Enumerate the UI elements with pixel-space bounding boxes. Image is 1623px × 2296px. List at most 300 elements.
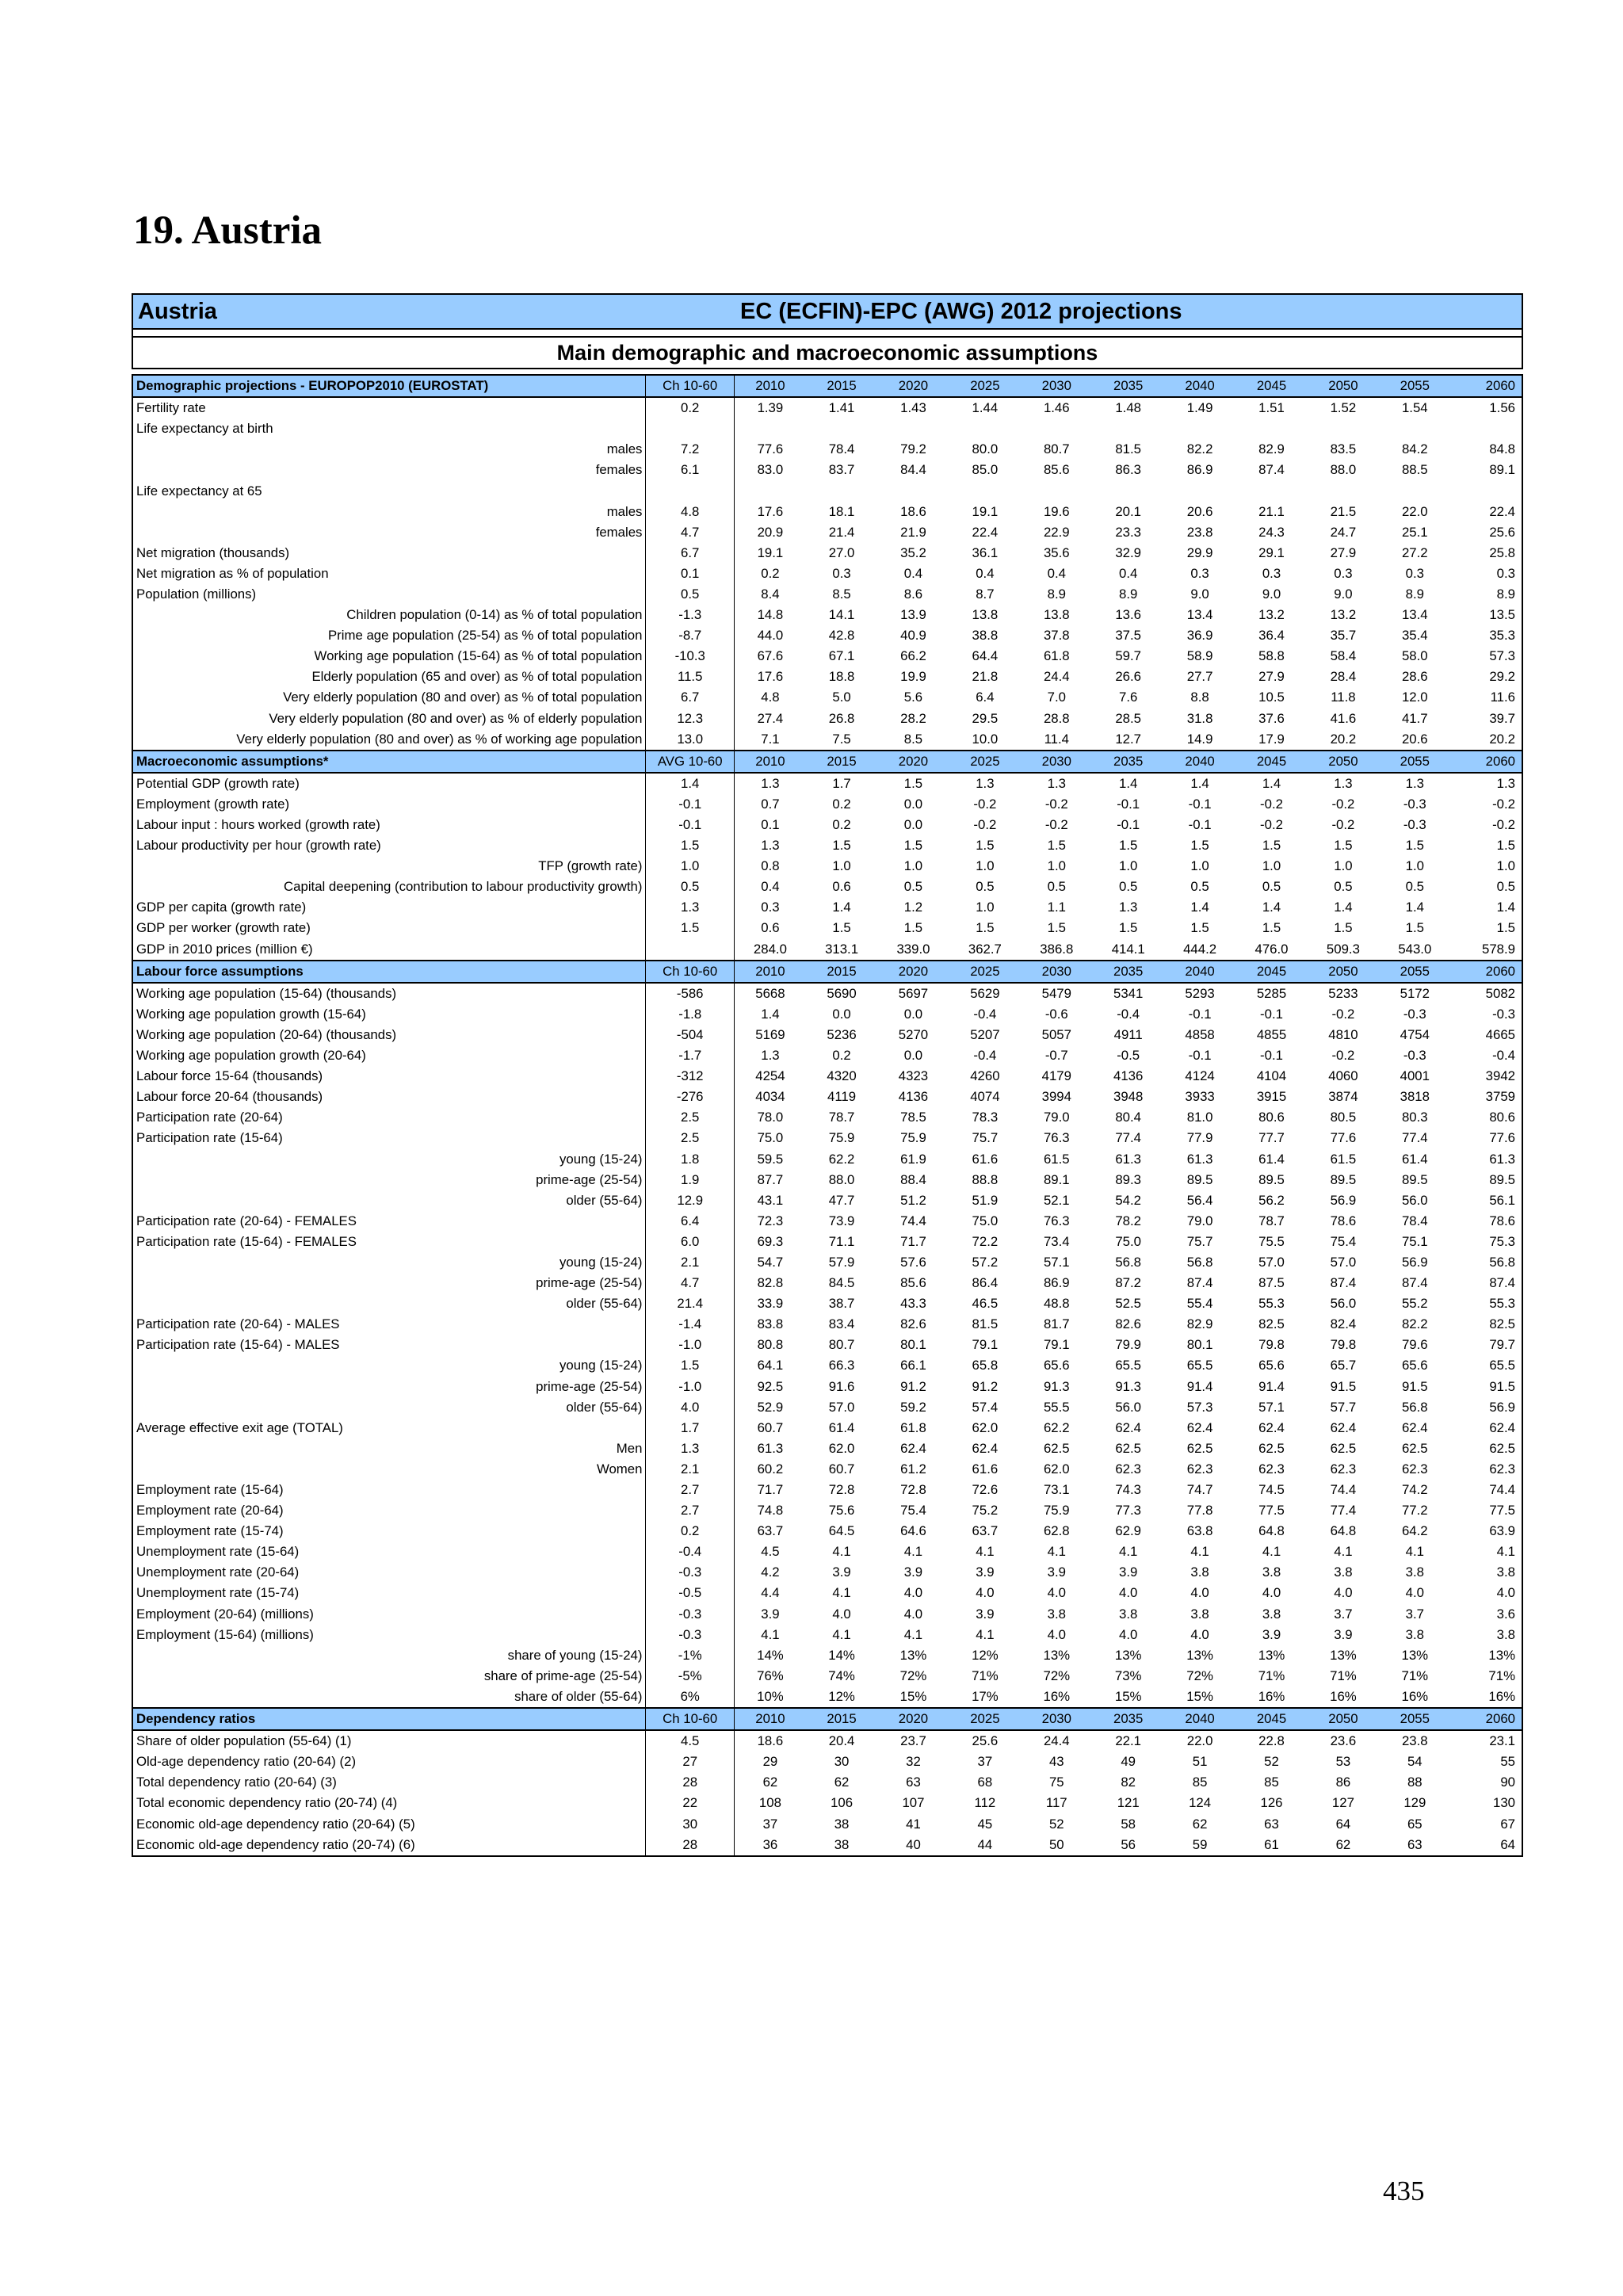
value-cell: 3.7 [1405, 1606, 1424, 1622]
table-row [132, 1252, 1522, 1273]
value-cell: 72.6 [972, 1482, 999, 1498]
value-cell: 8.9 [1119, 586, 1138, 602]
value-cell: 37 [762, 1816, 778, 1832]
value-cell: 65.5 [1186, 1358, 1213, 1373]
section-title: Demographic projections - EUROPOP2010 (EUROSTAT) [132, 375, 646, 397]
value-cell: 11.4 [1044, 731, 1069, 747]
row-label: Unemployment rate (20-64) [136, 1564, 300, 1580]
year-header-cell: 2055 [1379, 1708, 1450, 1730]
value-cell: 5.0 [832, 690, 851, 705]
value-cell: 8.7 [976, 586, 995, 602]
value-cell: 90 [1500, 1775, 1515, 1790]
value-cell: 4.1 [832, 1544, 851, 1560]
value-cell: 5285 [1256, 985, 1287, 1001]
value-cell: 4.1 [1334, 1544, 1353, 1560]
value-cell: -0.5 [1117, 1048, 1140, 1064]
year-header-cell: 2035 [1092, 1708, 1163, 1730]
row-label: Employment rate (20-64) [136, 1503, 284, 1519]
year-header-cell: 2025 [949, 375, 1021, 397]
row-label: Net migration as % of population [136, 565, 329, 581]
value-cell: 73.4 [1043, 1233, 1070, 1249]
value-cell: 62.4 [1401, 1419, 1428, 1435]
table-row [132, 646, 1522, 667]
row-label: males [606, 503, 643, 519]
value-cell: 13% [1401, 1647, 1429, 1663]
value-cell: 17.6 [757, 503, 784, 519]
value-cell: 4754 [1400, 1026, 1430, 1042]
value-cell: 82.2 [1186, 441, 1213, 457]
value-cell: 56.8 [1115, 1254, 1142, 1270]
value-cell: 85.0 [972, 462, 999, 478]
value-cell: 75.0 [1115, 1233, 1142, 1249]
table-row [132, 439, 1522, 460]
year-header-cell: 2045 [1235, 1708, 1307, 1730]
value-cell: 79.8 [1258, 1337, 1285, 1353]
value-cell: 27.4 [757, 710, 784, 726]
value-cell: 9.0 [1262, 586, 1281, 602]
value-cell: 1.4 [761, 1006, 780, 1022]
value-cell: 7.1 [761, 731, 780, 747]
year-header-cell: 2025 [949, 751, 1021, 773]
value-cell: 4.0 [903, 1585, 923, 1601]
table-row [132, 1521, 1522, 1541]
value-cell: 28.4 [1330, 669, 1357, 685]
value-cell: 82.2 [1401, 1316, 1428, 1332]
value-cell: 8.4 [761, 586, 780, 602]
value-cell: 43.3 [900, 1296, 926, 1312]
value-cell: 4.0 [1047, 1626, 1066, 1642]
value-cell: 9.0 [1334, 586, 1353, 602]
value-cell: 75.5 [1258, 1233, 1285, 1249]
value-cell: 1.52 [1330, 400, 1357, 416]
value-cell: 82.5 [1489, 1316, 1515, 1332]
value-cell: 75.6 [828, 1503, 855, 1519]
change-cell: 2.1 [646, 1252, 735, 1273]
change-cell: 6.7 [646, 687, 735, 708]
value-cell: 87.5 [1258, 1275, 1285, 1291]
value-cell: 0.0 [903, 817, 923, 833]
value-cell: 4.1 [903, 1626, 923, 1642]
value-cell: 4858 [1185, 1026, 1215, 1042]
row-label: Total economic dependency ratio (20-74) (4) [136, 1795, 398, 1811]
value-cell: 85.6 [900, 1275, 926, 1291]
value-cell: 1.5 [1496, 838, 1515, 854]
value-cell [734, 480, 805, 501]
change-cell: 4.8 [646, 502, 735, 522]
change-cell [646, 480, 735, 501]
value-cell: 56.9 [1330, 1192, 1357, 1208]
value-cell: 38.7 [828, 1296, 855, 1312]
value-cell: 4.1 [1190, 1544, 1209, 1560]
change-cell: 12.3 [646, 709, 735, 729]
change-cell: -1.0 [646, 1335, 735, 1355]
row-label: Net migration (thousands) [136, 544, 290, 560]
value-cell: 1.0 [1047, 858, 1066, 874]
value-cell: 77.2 [1401, 1503, 1428, 1519]
change-cell: 0.5 [646, 584, 735, 605]
value-cell: 67.6 [757, 648, 784, 664]
value-cell: 75.9 [900, 1130, 926, 1146]
value-cell [1308, 480, 1379, 501]
value-cell: 57.2 [972, 1254, 999, 1270]
value-cell: -0.2 [1260, 796, 1283, 812]
value-cell: 13% [1330, 1647, 1357, 1663]
value-cell: 21.1 [1258, 503, 1285, 519]
section-header-row [132, 751, 1522, 773]
value-cell: 0.0 [832, 1006, 851, 1022]
value-cell: 65.5 [1489, 1358, 1515, 1373]
value-cell: 62.5 [1186, 1440, 1213, 1456]
value-cell: 25.1 [1401, 524, 1428, 540]
change-cell: 4.7 [646, 522, 735, 543]
value-cell: 124 [1189, 1795, 1212, 1811]
value-cell: 29.2 [1489, 669, 1515, 685]
value-cell: 56.9 [1401, 1254, 1428, 1270]
value-cell: 19.1 [972, 503, 999, 519]
row-label: Working age population (15-64) as % of total population [314, 648, 643, 664]
value-cell: -0.2 [1331, 796, 1355, 812]
value-cell: 51 [1192, 1754, 1208, 1770]
value-cell: 129 [1403, 1795, 1426, 1811]
banner-country: Austria [138, 298, 217, 324]
value-cell: 77.9 [1186, 1130, 1213, 1146]
table-row [132, 1190, 1522, 1211]
value-cell: 0.4 [976, 565, 995, 581]
value-cell: 13.8 [1043, 607, 1070, 623]
row-label: Employment (growth rate) [136, 796, 290, 812]
value-cell: 9.0 [1190, 586, 1209, 602]
value-cell: 0.2 [761, 565, 780, 581]
value-cell: 578.9 [1482, 941, 1515, 957]
value-cell: 56.8 [1401, 1399, 1428, 1415]
value-cell: 16% [1401, 1688, 1429, 1704]
value-cell: 77.4 [1115, 1130, 1142, 1146]
value-cell: 64.6 [900, 1523, 926, 1539]
row-label: Unemployment rate (15-64) [136, 1544, 300, 1560]
value-cell: 0.3 [1334, 565, 1353, 581]
value-cell: 78.6 [1489, 1213, 1515, 1228]
value-cell: 130 [1493, 1795, 1515, 1811]
value-cell: 4.1 [761, 1626, 780, 1642]
value-cell: -0.3 [1403, 796, 1426, 812]
table-body [132, 375, 1522, 1856]
value-cell: 4855 [1256, 1026, 1287, 1042]
value-cell: 88.0 [1330, 462, 1357, 478]
value-cell: 3.8 [1496, 1564, 1515, 1580]
value-cell: 3.6 [1496, 1606, 1515, 1622]
value-cell: 13.8 [972, 607, 999, 623]
value-cell: 64.2 [1401, 1523, 1428, 1539]
value-cell: 62.4 [1489, 1419, 1515, 1435]
value-cell: 10.0 [972, 731, 999, 747]
row-label: prime-age (25-54) [536, 1171, 643, 1187]
value-cell: 1.5 [903, 920, 923, 936]
value-cell: 77.5 [1258, 1503, 1285, 1519]
value-cell: 4.0 [1262, 1585, 1281, 1601]
value-cell: 57.0 [1330, 1254, 1357, 1270]
value-cell: 38.8 [972, 628, 999, 644]
change-cell: 13.0 [646, 729, 735, 751]
row-label: Labour productivity per hour (growth rate) [136, 838, 381, 854]
value-cell: 16% [1330, 1688, 1357, 1704]
value-cell: 21.8 [972, 669, 999, 685]
value-cell: 20.2 [1489, 731, 1515, 747]
value-cell: 13% [899, 1647, 927, 1663]
value-cell: 62.4 [1258, 1419, 1285, 1435]
change-cell: -1.3 [646, 605, 735, 625]
year-header-cell: 2050 [1308, 751, 1379, 773]
value-cell: 107 [902, 1795, 925, 1811]
value-cell: -0.2 [1260, 817, 1283, 833]
table-row [132, 1025, 1522, 1045]
value-cell: 4.0 [832, 1606, 851, 1622]
row-label: Employment (15-64) (millions) [136, 1626, 314, 1642]
value-cell: 1.0 [1262, 858, 1281, 874]
row-label: Population (millions) [136, 586, 257, 602]
value-cell: 57.4 [972, 1399, 999, 1415]
value-cell: 3.8 [1190, 1564, 1209, 1580]
year-header-cell: 2055 [1379, 961, 1450, 983]
value-cell: 29.5 [972, 710, 999, 726]
change-cell: -276 [646, 1087, 735, 1107]
value-cell: 91.3 [1115, 1378, 1142, 1394]
value-cell: 77.4 [1330, 1503, 1357, 1519]
value-cell: 87.4 [1489, 1275, 1515, 1291]
value-cell: 10% [757, 1688, 784, 1704]
table-row [132, 1625, 1522, 1645]
value-cell: 4323 [898, 1068, 929, 1084]
value-cell [949, 418, 1021, 439]
value-cell: 80.4 [1115, 1110, 1142, 1125]
value-cell: 1.5 [1405, 838, 1424, 854]
value-cell: 1.3 [1119, 900, 1138, 915]
value-cell: 88.4 [900, 1171, 926, 1187]
table-row [132, 1687, 1522, 1708]
year-header-cell: 2020 [877, 375, 949, 397]
value-cell: -0.1 [1188, 817, 1212, 833]
row-label: Working age population (20-64) (thousands) [136, 1026, 397, 1042]
value-cell: 24.4 [1043, 669, 1070, 685]
value-cell: 80.7 [1043, 441, 1070, 457]
value-cell: 56.0 [1401, 1192, 1428, 1208]
change-cell: 1.5 [646, 835, 735, 856]
value-cell: 26.6 [1115, 669, 1142, 685]
value-cell: 23.7 [900, 1733, 926, 1749]
value-cell: 78.3 [972, 1110, 999, 1125]
value-cell: 61.5 [1330, 1151, 1357, 1167]
table-row [132, 1314, 1522, 1335]
value-cell: 65.6 [1401, 1358, 1428, 1373]
value-cell: 17% [972, 1688, 999, 1704]
value-cell: 17.6 [757, 669, 784, 685]
value-cell: 29 [762, 1754, 778, 1770]
value-cell: 1.41 [828, 400, 855, 416]
value-cell: 3818 [1400, 1089, 1430, 1105]
change-cell: 7.2 [646, 439, 735, 460]
row-label: Participation rate (15-64) - FEMALES [136, 1233, 357, 1249]
value-cell: 56.2 [1258, 1192, 1285, 1208]
value-cell: -0.7 [1044, 1048, 1068, 1064]
value-cell: 87.7 [757, 1171, 784, 1187]
value-cell: 0.3 [1262, 565, 1281, 581]
value-cell: 36 [762, 1836, 778, 1852]
chapter-title: 19. Austria [133, 208, 323, 253]
value-cell: 5236 [827, 1026, 857, 1042]
value-cell: 73.9 [828, 1213, 855, 1228]
value-cell: 18.6 [757, 1733, 784, 1749]
value-cell: 72% [1043, 1668, 1071, 1683]
year-header-cell: 2050 [1308, 1708, 1379, 1730]
value-cell: 23.6 [1330, 1733, 1357, 1749]
value-cell: 51.2 [900, 1192, 926, 1208]
value-cell: 63 [1407, 1836, 1423, 1852]
value-cell: 1.0 [832, 858, 851, 874]
value-cell: 55.5 [1043, 1399, 1070, 1415]
change-cell: 6.1 [646, 460, 735, 480]
change-cell: 0.5 [646, 877, 735, 897]
change-column-header: Ch 10-60 [646, 1708, 735, 1730]
value-cell: 65.6 [1258, 1358, 1285, 1373]
value-cell: 75.4 [900, 1503, 926, 1519]
value-cell: 77.6 [1330, 1130, 1357, 1146]
row-label: Very elderly population (80 and over) as % of working age population [236, 731, 643, 747]
value-cell: 64.5 [828, 1523, 855, 1539]
value-cell: 88.0 [828, 1171, 855, 1187]
year-header-cell: 2060 [1451, 1708, 1522, 1730]
value-cell: 62.4 [1330, 1419, 1357, 1435]
year-header-cell: 2020 [877, 961, 949, 983]
value-cell: 24.3 [1258, 524, 1285, 540]
value-cell: 6.4 [976, 690, 995, 705]
change-cell: 6.4 [646, 1211, 735, 1232]
value-cell: 20.4 [828, 1733, 855, 1749]
value-cell: 43 [1048, 1754, 1064, 1770]
value-cell: 4.1 [832, 1626, 851, 1642]
value-cell: 4.1 [903, 1544, 923, 1560]
change-cell: 0.1 [646, 563, 735, 584]
value-cell: -0.3 [1492, 1006, 1515, 1022]
value-cell: 4136 [1113, 1068, 1144, 1084]
value-cell: 29.1 [1258, 544, 1285, 560]
change-cell: 11.5 [646, 667, 735, 687]
row-label: Prime age population (25-54) as % of total population [327, 628, 643, 644]
value-cell: 4.5 [761, 1544, 780, 1560]
value-cell: 25.6 [972, 1733, 999, 1749]
row-label: GDP in 2010 prices (million €) [136, 941, 313, 957]
value-cell: 3.9 [761, 1606, 780, 1622]
value-cell: 4104 [1256, 1068, 1287, 1084]
value-cell: 53 [1335, 1754, 1351, 1770]
year-header-cell: 2015 [806, 961, 877, 983]
value-cell: 15% [1114, 1688, 1142, 1704]
value-cell: 78.7 [1258, 1213, 1285, 1228]
value-cell: 56.0 [1115, 1399, 1142, 1415]
row-label: Participation rate (20-64) - FEMALES [136, 1213, 357, 1228]
value-cell: 1.56 [1489, 400, 1515, 416]
value-cell: 74.4 [1489, 1482, 1515, 1498]
row-label: older (55-64) [566, 1192, 643, 1208]
value-cell: 22.9 [1043, 524, 1070, 540]
value-cell: 3942 [1485, 1068, 1515, 1084]
table-row [132, 625, 1522, 646]
value-cell: 12% [972, 1647, 999, 1663]
value-cell: 36.9 [1186, 628, 1213, 644]
value-cell: 62.5 [1330, 1440, 1357, 1456]
value-cell: 54.7 [757, 1254, 784, 1270]
value-cell: 62.4 [1115, 1419, 1142, 1435]
table-row [132, 856, 1522, 877]
value-cell: 4074 [970, 1089, 1000, 1105]
value-cell: 37 [977, 1754, 993, 1770]
value-cell [877, 418, 949, 439]
value-cell: 58 [1121, 1816, 1136, 1832]
row-label: Participation rate (15-64) - MALES [136, 1337, 340, 1353]
table-row [132, 1793, 1522, 1813]
table-row [132, 1232, 1522, 1252]
value-cell: -0.1 [1260, 1006, 1283, 1022]
value-cell: 62 [762, 1775, 778, 1790]
value-cell: 4.1 [1119, 1544, 1138, 1560]
value-cell: -0.4 [1492, 1048, 1515, 1064]
value-cell: 20.6 [1186, 503, 1213, 519]
value-cell: 74.5 [1258, 1482, 1285, 1498]
value-cell [1379, 480, 1450, 501]
value-cell: 4.0 [1119, 1626, 1138, 1642]
value-cell: 4119 [827, 1089, 857, 1105]
value-cell: 64.4 [972, 648, 999, 664]
value-cell: 0.4 [1119, 565, 1138, 581]
value-cell: 1.3 [761, 1048, 780, 1064]
value-cell: 38 [834, 1816, 850, 1832]
row-label: Women [596, 1461, 643, 1477]
value-cell: 23.1 [1489, 1733, 1515, 1749]
value-cell: 63 [906, 1775, 921, 1790]
value-cell: 74% [828, 1668, 855, 1683]
value-cell: 5293 [1185, 985, 1215, 1001]
value-cell: 3.8 [1119, 1606, 1138, 1622]
table-row [132, 1087, 1522, 1107]
value-cell: 58.9 [1186, 648, 1213, 664]
value-cell: 13.6 [1115, 607, 1142, 623]
value-cell: 1.7 [832, 775, 851, 791]
value-cell: 13% [1488, 1647, 1515, 1663]
year-header-cell: 2045 [1235, 751, 1307, 773]
value-cell: 67 [1500, 1816, 1515, 1832]
value-cell: 12.7 [1115, 731, 1142, 747]
table-header-box [132, 293, 1523, 369]
value-cell: 80.8 [757, 1337, 784, 1353]
value-cell: 1.0 [1405, 858, 1424, 874]
value-cell: 20.1 [1115, 503, 1142, 519]
row-label: Employment rate (15-64) [136, 1482, 284, 1498]
value-cell: 63.7 [972, 1523, 999, 1539]
section-header-row [132, 1708, 1522, 1730]
value-cell: 80.7 [828, 1337, 855, 1353]
value-cell: 71% [1258, 1668, 1285, 1683]
change-cell: -1.8 [646, 1004, 735, 1025]
year-header-cell: 2060 [1451, 751, 1522, 773]
value-cell: 62.3 [1330, 1461, 1357, 1477]
value-cell: 77.3 [1115, 1503, 1142, 1519]
table-row [132, 1273, 1522, 1293]
value-cell: 78.2 [1115, 1213, 1142, 1228]
table-row [132, 543, 1522, 563]
value-cell: 12.0 [1401, 690, 1428, 705]
value-cell: 13% [1114, 1647, 1142, 1663]
value-cell: 62.3 [1186, 1461, 1213, 1477]
value-cell: 51.9 [972, 1192, 999, 1208]
value-cell: 1.4 [1496, 900, 1515, 915]
